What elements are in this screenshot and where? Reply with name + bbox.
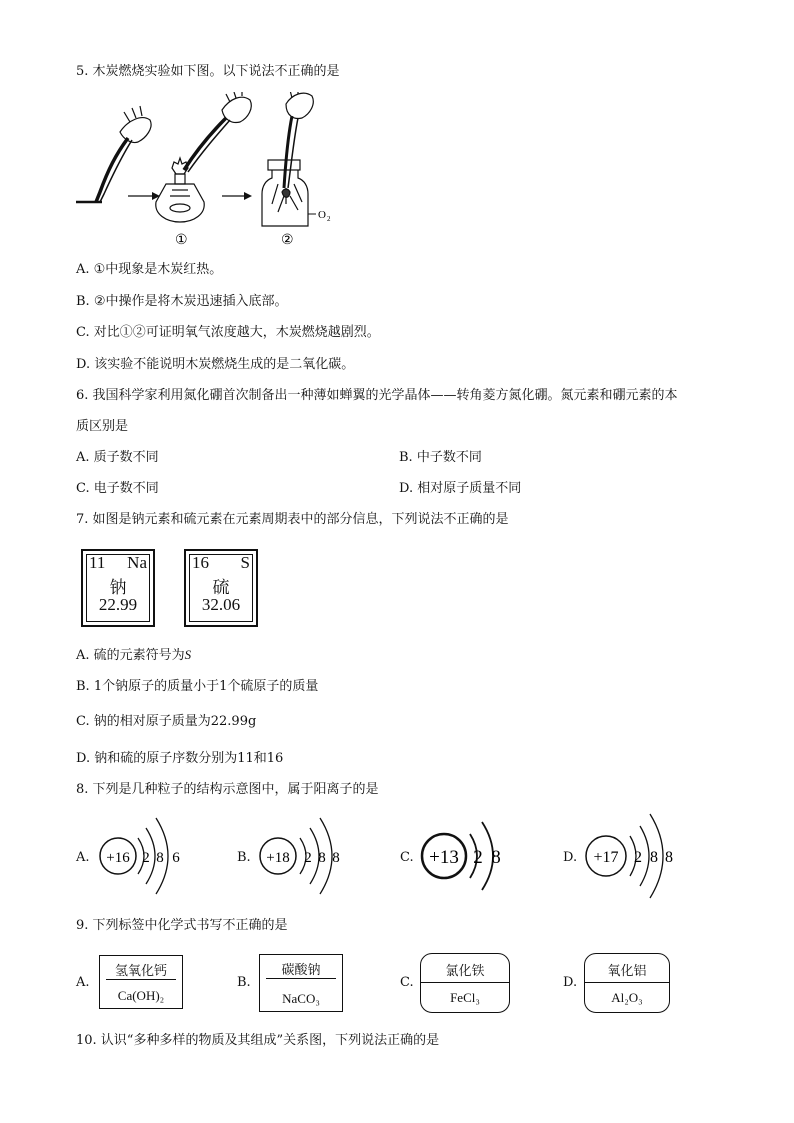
nucleus-charge: +13 bbox=[429, 847, 459, 868]
label-name: 碳酸钠 bbox=[281, 962, 321, 977]
shell-3-electrons: 8 bbox=[665, 849, 673, 866]
shell-2-electrons: 8 bbox=[491, 847, 501, 868]
q10-stem: 10. 认识“多种多样的物质及其组成”关系图，下列说法正确的是 bbox=[76, 1033, 440, 1048]
q7-stem: 7. 如图是钠元素和硫元素在元素周期表中的部分信息，下列说法不正确的是 bbox=[76, 512, 509, 527]
q7-option-a-symbol: S bbox=[184, 647, 192, 662]
oxygen-label: O bbox=[318, 209, 326, 221]
label-name: 氢氧化钙 bbox=[114, 963, 167, 978]
q8-letter-c: C. bbox=[400, 850, 414, 865]
q6-option-d: D. 相对原子质量不同 bbox=[399, 481, 522, 496]
q7-option-b: B. 1个钠原子的质量小于1个硫原子的质量 bbox=[76, 679, 319, 694]
figure-label-1: ① bbox=[175, 233, 188, 248]
figure-label-2: ② bbox=[281, 233, 294, 248]
particle-diagram-c bbox=[418, 808, 518, 904]
q6-stem-line1: 6. 我国科学家利用氮化硼首次制备出一种薄如蝉翼的光学晶体——转角菱方氮化硼。氮元素和硼元素的本 bbox=[76, 388, 678, 403]
label-name: 氯化铁 bbox=[445, 963, 485, 978]
particle-diagram-d bbox=[582, 806, 682, 906]
shell-1-electrons: 2 bbox=[473, 847, 483, 868]
q5-option-a: A. ①中现象是木炭红热。 bbox=[76, 262, 223, 277]
element-card-sodium bbox=[81, 549, 155, 627]
q8-letter-b: B. bbox=[237, 850, 251, 865]
q5-stem: 5. 木炭燃烧实验如下图。以下说法不正确的是 bbox=[76, 64, 340, 79]
shell-1-electrons: 2 bbox=[304, 850, 312, 866]
element-name: 钠 bbox=[109, 578, 127, 597]
q9-stem: 9. 下列标签中化学式书写不正确的是 bbox=[76, 918, 288, 933]
q5-option-d: D. 该实验不能说明木炭燃烧生成的是二氧化碳。 bbox=[76, 357, 355, 372]
shell-2-electrons: 8 bbox=[156, 850, 164, 866]
q9-letter-b: B. bbox=[237, 975, 251, 990]
q8-letter-a: A. bbox=[76, 850, 90, 865]
q8-letter-d: D. bbox=[563, 850, 578, 865]
shell-2-electrons: 8 bbox=[318, 850, 326, 866]
element-symbol: S bbox=[240, 553, 250, 572]
q8-stem: 8. 下列是几种粒子的结构示意图中，属于阳离子的是 bbox=[76, 782, 379, 797]
shell-1-electrons: 2 bbox=[634, 849, 642, 866]
q9-letter-d: D. bbox=[563, 975, 578, 990]
label-formula: Al₂O₃ bbox=[611, 990, 643, 1005]
q7-option-a-text: A. 硫的元素符号为 bbox=[76, 648, 185, 663]
hand-tongs-right bbox=[284, 92, 313, 188]
label-formula: NaCO₃ bbox=[282, 991, 320, 1006]
atomic-number: 16 bbox=[192, 553, 209, 572]
nucleus-charge: +16 bbox=[106, 850, 130, 866]
reagent-label-a bbox=[99, 955, 183, 1009]
element-card-sulfur bbox=[184, 549, 258, 627]
particle-diagram-a bbox=[94, 808, 194, 904]
q7-option-c: C. 钠的相对原子质量为22.99g bbox=[76, 714, 257, 729]
q6-option-a: A. 质子数不同 bbox=[76, 450, 159, 465]
reagent-label-d bbox=[584, 953, 670, 1013]
q7-option-a bbox=[76, 647, 191, 664]
hand-tongs-left bbox=[96, 106, 151, 202]
nucleus-charge: +18 bbox=[266, 850, 290, 866]
hand-tongs-middle bbox=[184, 92, 251, 172]
q6-stem-line2: 质区别是 bbox=[76, 419, 129, 434]
q6-option-c: C. 电子数不同 bbox=[76, 481, 159, 496]
atomic-mass: 32.06 bbox=[201, 595, 241, 614]
nucleus-charge: +17 bbox=[593, 849, 619, 866]
q9-letter-c: C. bbox=[400, 975, 414, 990]
reagent-label-b bbox=[259, 954, 343, 1012]
element-name: 硫 bbox=[212, 578, 230, 597]
label-formula: FeCl₃ bbox=[450, 990, 480, 1005]
shell-3-electrons: 6 bbox=[172, 850, 180, 866]
shell-2-electrons: 8 bbox=[650, 849, 658, 866]
atomic-number: 11 bbox=[89, 553, 106, 572]
q5-option-b: B. ②中操作是将木炭迅速插入底部。 bbox=[76, 294, 288, 309]
charcoal-experiment-figure bbox=[72, 92, 342, 252]
q5-option-c: C. 对比①②可证明氧气浓度越大，木炭燃烧越剧烈。 bbox=[76, 325, 380, 340]
q9-letter-a: A. bbox=[76, 975, 90, 990]
q7-option-d: D. 钠和硫的原子序数分别为11和16 bbox=[76, 751, 284, 766]
q6-option-b: B. 中子数不同 bbox=[399, 450, 482, 465]
reagent-label-c bbox=[420, 953, 510, 1013]
alcohol-lamp bbox=[156, 158, 204, 222]
shell-3-electrons: 8 bbox=[332, 850, 340, 866]
atomic-mass: 22.99 bbox=[98, 595, 138, 614]
label-formula: Ca(OH)₂ bbox=[117, 988, 165, 1003]
particle-diagram-b bbox=[256, 808, 356, 904]
oxygen-subscript: 2 bbox=[327, 215, 331, 223]
shell-1-electrons: 2 bbox=[142, 850, 150, 866]
label-name: 氧化铝 bbox=[607, 963, 647, 978]
element-symbol: Na bbox=[127, 553, 147, 572]
